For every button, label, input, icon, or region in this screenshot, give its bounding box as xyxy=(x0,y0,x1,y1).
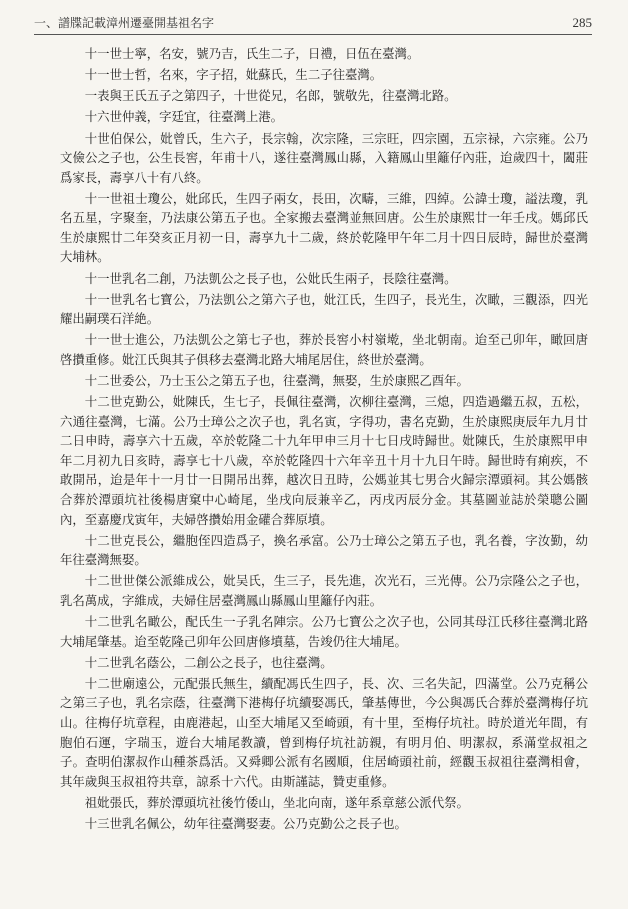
page-number: 285 xyxy=(572,15,592,30)
paragraph: 十一世士寧，名安，號乃吉，氏生二子，日禮，日伍在臺灣。 xyxy=(84,46,420,61)
paragraph: 十二世乳名瞰公，配氏生一子乳名陣宗。公乃七寶公之次子也，公同其母江氏移往臺灣北路大埔尾肇基。迨至乾隆己卯年公回唐修墳墓，告竣仍往大埔尾。 xyxy=(60,614,588,649)
paragraph: 十二世廟遠公，元配張氏無生，續配馮氏生四子，長、次、三名失記，四滿堂。公乃克稱公之第三子也，乳名宗蔭，往臺灣下港梅仔坑續娶馮氏，肇基傳世，今公與馮氏合葬於臺灣梅仔坑山。往梅仔坑章程，由鹿港起，山至大埔尾又至崎頭，有十里，至梅仔坑社。時於道光年間，有胞伯石運，字瑞玉，遊台大埔尾教讀，曾到梅仔坑社訪親，有明月伯、明潔叔，系滿堂叔祖之子。查明伯潔叔作山種茶爲活。又舜卿公派有名國順，住居崎頭社前，經觀玉叔祖往臺灣相會，其年歲與玉叔祖符共章，諒系十六代。由斯謹誌，贊吏重修。 xyxy=(60,675,588,789)
page-body xyxy=(60,44,588,835)
paragraph: 十二世世傑公派維成公，妣吴氏，生三子，長先進，次光石，三光傳。公乃宗隆公之子也，乳名萬成，字維成，夫婦住居臺灣鳳山縣鳳山里籬仔內莊。 xyxy=(60,573,588,608)
paragraph: 十二世委公，乃士玉公之第五子也，往臺灣，無娶，生於康熙乙酉年。 xyxy=(84,373,469,389)
paragraph: 十世伯保公，妣曾氏，生六子，長宗翰，次宗隆，三宗旺，四宗園，五宗禄，六宗雍。公乃文儉公之子也，公生長窖，年甫十八，遂往臺灣鳳山縣，入籍鳳山里籬仔內莊，迨歲四十，闔莊爲家長，壽享八十有八終。 xyxy=(60,130,588,185)
paragraph: 十三世乳名佩公，幼年往臺灣娶妻。公乃克勤公之長子也。 xyxy=(84,815,407,831)
section-title: 一、譜牒記載漳州遷臺開基祖名字 xyxy=(34,16,215,30)
paragraph: 祖妣張氏，葬於潭頭坑社後竹倭山，坐北向南，遂年系章慈公派代祭。 xyxy=(84,794,469,810)
paragraph: 十二世克長公，繼胞侄四造爲子，換名承富。公乃士璋公之第五子也，乳名養，字汝勤，幼年往臺灣無娶。 xyxy=(60,532,588,568)
paragraph: 十一世乳名二創，乃法凱公之長子也，公妣氏生兩子，長陰往臺灣。 xyxy=(84,270,457,286)
running-header xyxy=(34,9,592,35)
paragraph: 十二世乳名蔭公，二創公之長子，也往臺灣。 xyxy=(84,654,333,670)
paragraph: 十二世克勤公，妣陳氏，生七子，長佩往臺灣，次柳往臺灣，三熄，四造過繼五叔，五松，六通往臺灣，七滿。公乃士璋公之次子也，乳名寅，字得功，書名克勤，生於康熙庚辰年九月廿二日申時，壽享六十五歲，卒於乾隆二十九年甲申三月十七日戌時歸世。妣陳氏，生於康熙甲申年二月初九日亥時，壽享七十八歲，卒於乾隆四十六年辛丑十月十九日午時。歸世時有痢疾，不敢開吊，迨是年十一月廿一日開吊出葬，越次日丑時，公媽並其七男合火歸宗潭頭祠。其公媽骸合葬於潭頭坑社後楊唐窠中心崎尾，坐戌向辰兼辛乙，丙戌丙辰分金。其墓圖並誌於榮聰公圖內，至嘉慶戊寅年，夫婦啓攢始用金礶合葬原墳。 xyxy=(60,394,588,527)
paragraph: 十一世士哲，名來，字子招，妣蘇氏，生二子往臺灣。 xyxy=(84,67,383,83)
paragraph: 一表與王氏五子之第四子，十世從兄，名郎，號敬先，往臺灣北路。 xyxy=(84,88,457,104)
paragraph: 十一世士進公，乃法凱公之第七子也，葬於長窖小村嶺墘，坐北朝南。迨至己卯年，瞰回唐啓攢重修。妣江氏與其子俱移去臺灣北路大埔尾居住，終世於臺灣。 xyxy=(60,332,588,367)
paragraph: 十一世祖士瓊公，妣邱氏，生四子兩女，長田，次疇，三維，四綽。公諱士瓊，謚法瓊，乳名五星，字聚奎，乃法康公第五子也。全家搬去臺灣並無回唐。公生於康熙廿一年壬戌。媽邱氏生於康熙廿二年癸亥正月初一日，壽享九十二歲，終於乾隆甲午年二月十四日辰時，歸世於臺灣大埔林。 xyxy=(60,190,588,265)
paragraph: 十一世乳名七寶公，乃法凱公之第六子也，妣江氏，生四子，長光生，次瞰，三觀添，四光耀出嗣璞石洋絶。 xyxy=(60,291,588,327)
paragraph: 十六世仲義，字廷宜，往臺灣上港。 xyxy=(84,109,284,125)
